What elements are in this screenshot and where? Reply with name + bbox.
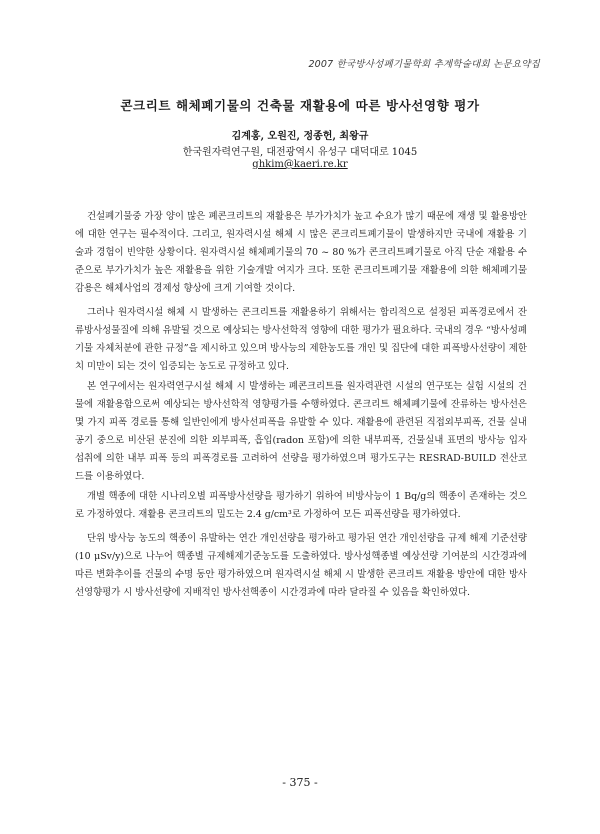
running-header: 2007 한국방사성폐기물학회 추계학술대회 논문요약집 [308, 59, 540, 70]
author-email-link[interactable]: ghkim@kaeri.re.kr [252, 159, 348, 170]
paper-title: 콘크리트 해체폐기물의 건축물 재활용에 따른 방사선영향 평가 [120, 98, 480, 113]
page-number: - 375 - [282, 776, 318, 789]
abstract-body [75, 208, 527, 602]
body-paragraph: 단위 방사능 농도의 핵종이 유발하는 연간 개인선량을 평가하고 평가된 연간 개인선량을 규제 해제 기준선량(10 μSv/y)으로 나누어 핵종별 규제해제기준농도를 도출하였다. 방사성핵종별 예상선량 기여분의 시간경과에 따른 변화추이를 건물의 수명 동안 평가하였으며 원자력시설 해체 시 발생한 콘크리트 재활용 방안에 대한 방사선영향평가 시 방사선량에 지배적인 방사선핵종이 시간경과에 따라 달라질 수 있음을 확인하였다. [75, 533, 527, 598]
paper-affiliation: 한국원자력연구원, 대전광역시 유성구 대덕대로 1045 [182, 147, 418, 158]
paper-authors: 김계홍, 오원진, 정종헌, 최왕규 [231, 131, 369, 142]
body-paragraph: 그러나 원자력시설 해체 시 발생하는 콘크리트를 재활용하기 위해서는 합리적으로 설정된 피폭경로에서 잔류방사성물질에 의해 유발될 것으로 예상되는 방사선학적 영향에 대한 평가가 필요하다. 국내의 경우 “방사성폐기물 자체처분에 관한 규정”을 제시하고 있으며 방사능의 제한농도를 개인 및 집단에 대한 피폭방사선량이 제한치 미만이 되는 것이 입증되는 농도로 규정하고 있다. [75, 307, 527, 372]
body-paragraph: 건설폐기물중 가장 양이 많은 폐콘크리트의 재활용은 부가가치가 높고 수요가 많기 때문에 재생 및 활용방안에 대한 연구는 필수적이다. 그리고, 원자력시설 해체 시 많은 콘크리트폐기물이 발생하지만 국내에 재활용 기술과 경험이 빈약한 상황이다. 원자력시설 해체폐기물의 70 ~ 80 %가 콘크리트폐기물로 아직 단순 재활용 수준으로 부가가치가 높은 재활용을 위한 기술개발 여지가 크다. 또한 콘크리트폐기물 재활용에 의한 해체폐기물 감용은 해체사업의 경제성 향상에 크게 기여할 것이다. [75, 211, 527, 294]
body-paragraph: 개별 핵종에 대한 시나리오별 피폭방사선량을 평가하기 위하여 비방사능이 1 Bq/g의 핵종이 존재하는 것으로 가정하였다. 재활용 콘크리트의 밀도는 2.4 g/cm³로 가정하여 모든 피폭선량을 평가하였다. [75, 491, 527, 520]
body-paragraph: 본 연구에서는 원자력연구시설 해체 시 발생하는 폐콘크리트를 원자력관련 시설의 연구또는 실험 시설의 건물에 재활용함으로써 예상되는 방사선학적 영향평가를 수행하였다. 콘크리트 해체폐기물에 잔류하는 방사선은 몇 가지 피폭 경로를 통해 일반인에게 방사선피폭을 유발할 수 있다. 재활용에 관련된 직접외부피폭, 건물 실내 공기 중으로 비산된 분진에 의한 외부피폭, 흡입(radon 포함)에 의한 내부피폭, 건물실내 표면의 방사능 입자 섭취에 의한 내부 피폭 등의 피폭경로를 고려하여 선량을 평가하였으며 평가도구는 RESRAD-BUILD 전산코드를 이용하였다. [75, 381, 527, 482]
